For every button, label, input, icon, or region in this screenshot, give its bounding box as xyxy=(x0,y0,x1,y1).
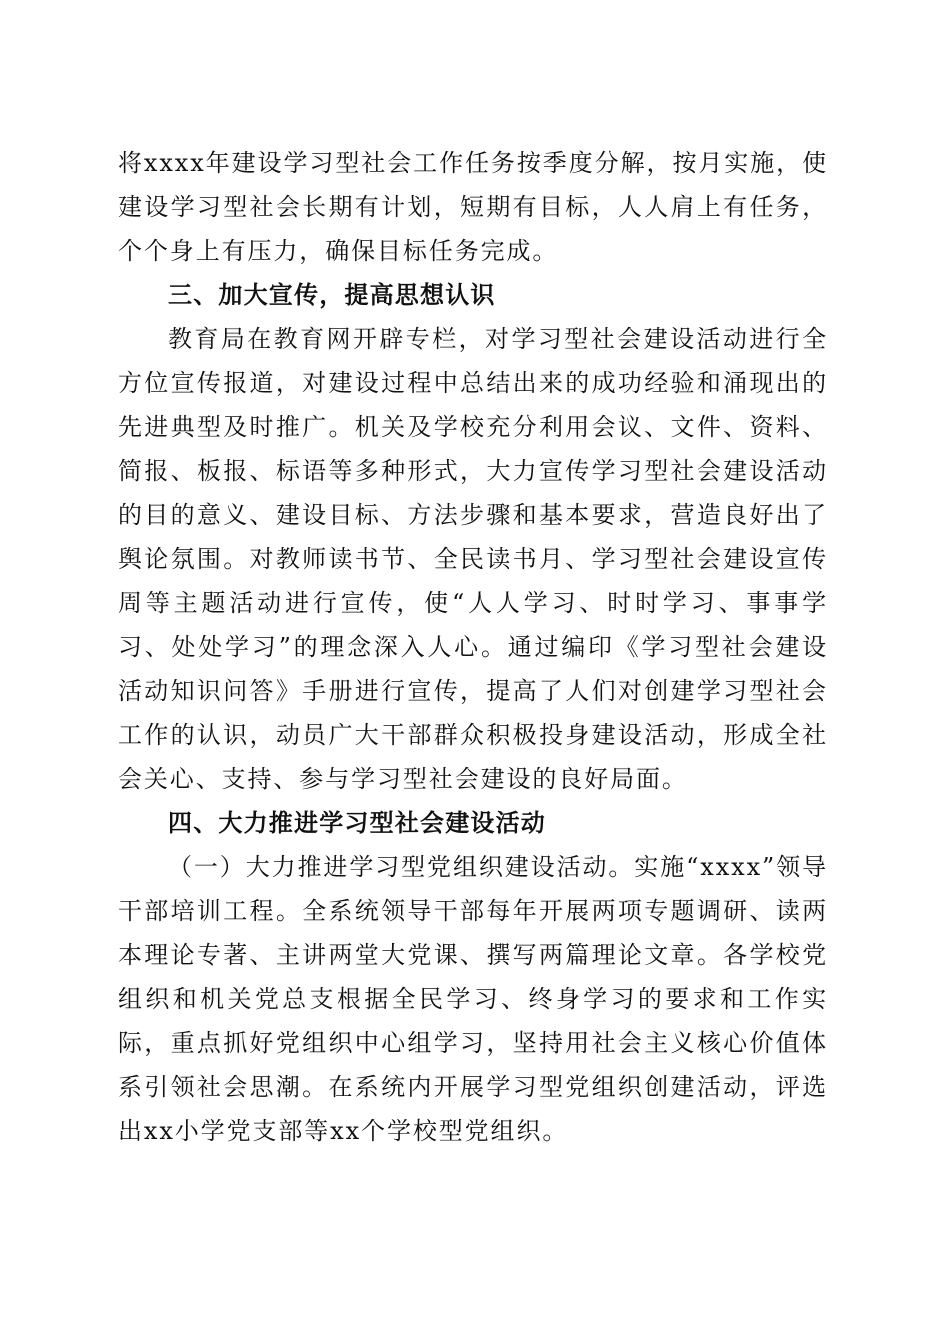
paragraph-publicity: 教育局在教育网开辟专栏，对学习型社会建设活动进行全方位宣传报道，对建设过程中总结出来的成功经验和涌现出的先进典型及时推广。机关及学校充分利用会议、文件、资料、简报、板报、标语等多种形式，大力宣传学习型社会建设活动的目的意义、建设目标、方法步骤和基本要求，营造良好出了舆论氛围。对教师读书节、全民读书月、学习型社会建设宣传周等主题活动进行宣传，使“人人学习、时时学习、事事学习、处处学习”的理念深入人心。通过编印《学习型社会建设活动知识问答》手册进行宣传，提高了人们对创建学习型社会工作的认识，动员广大干部群众积极投身建设活动，形成全社会关心、支持、参与学习型社会建设的良好局面。 xyxy=(118,325,828,793)
document-page xyxy=(118,141,828,1153)
paragraph-task-breakdown: 将xxxx年建设学习型社会工作任务按季度分解，按月实施，使建设学习型社会长期有计划，短期有目标，人人肩上有任务，个个身上有压力，确保目标任务完成。 xyxy=(118,149,828,265)
section-heading-publicity: 三、加大宣传，提高思想认识 xyxy=(168,281,496,309)
paragraph-party-organization: （一）大力推进学习型党组织建设活动。实施“xxxx”领导干部培训工程。全系统领导干部每年开展两项专题调研、读两本理论专著、主讲两堂大党课、撰写两篇理论文章。各学校党组织和机关党总支根据全民学习、终身学习的要求和工作实际，重点抓好党组织中心组学习，坚持用社会主义核心价值体系引领社会思潮。在系统内开展学习型党组织创建活动，评选出xx小学党支部等xx个学校型党组织。 xyxy=(118,853,828,1145)
section-heading-promotion: 四、大力推进学习型社会建设活动 xyxy=(168,809,546,837)
